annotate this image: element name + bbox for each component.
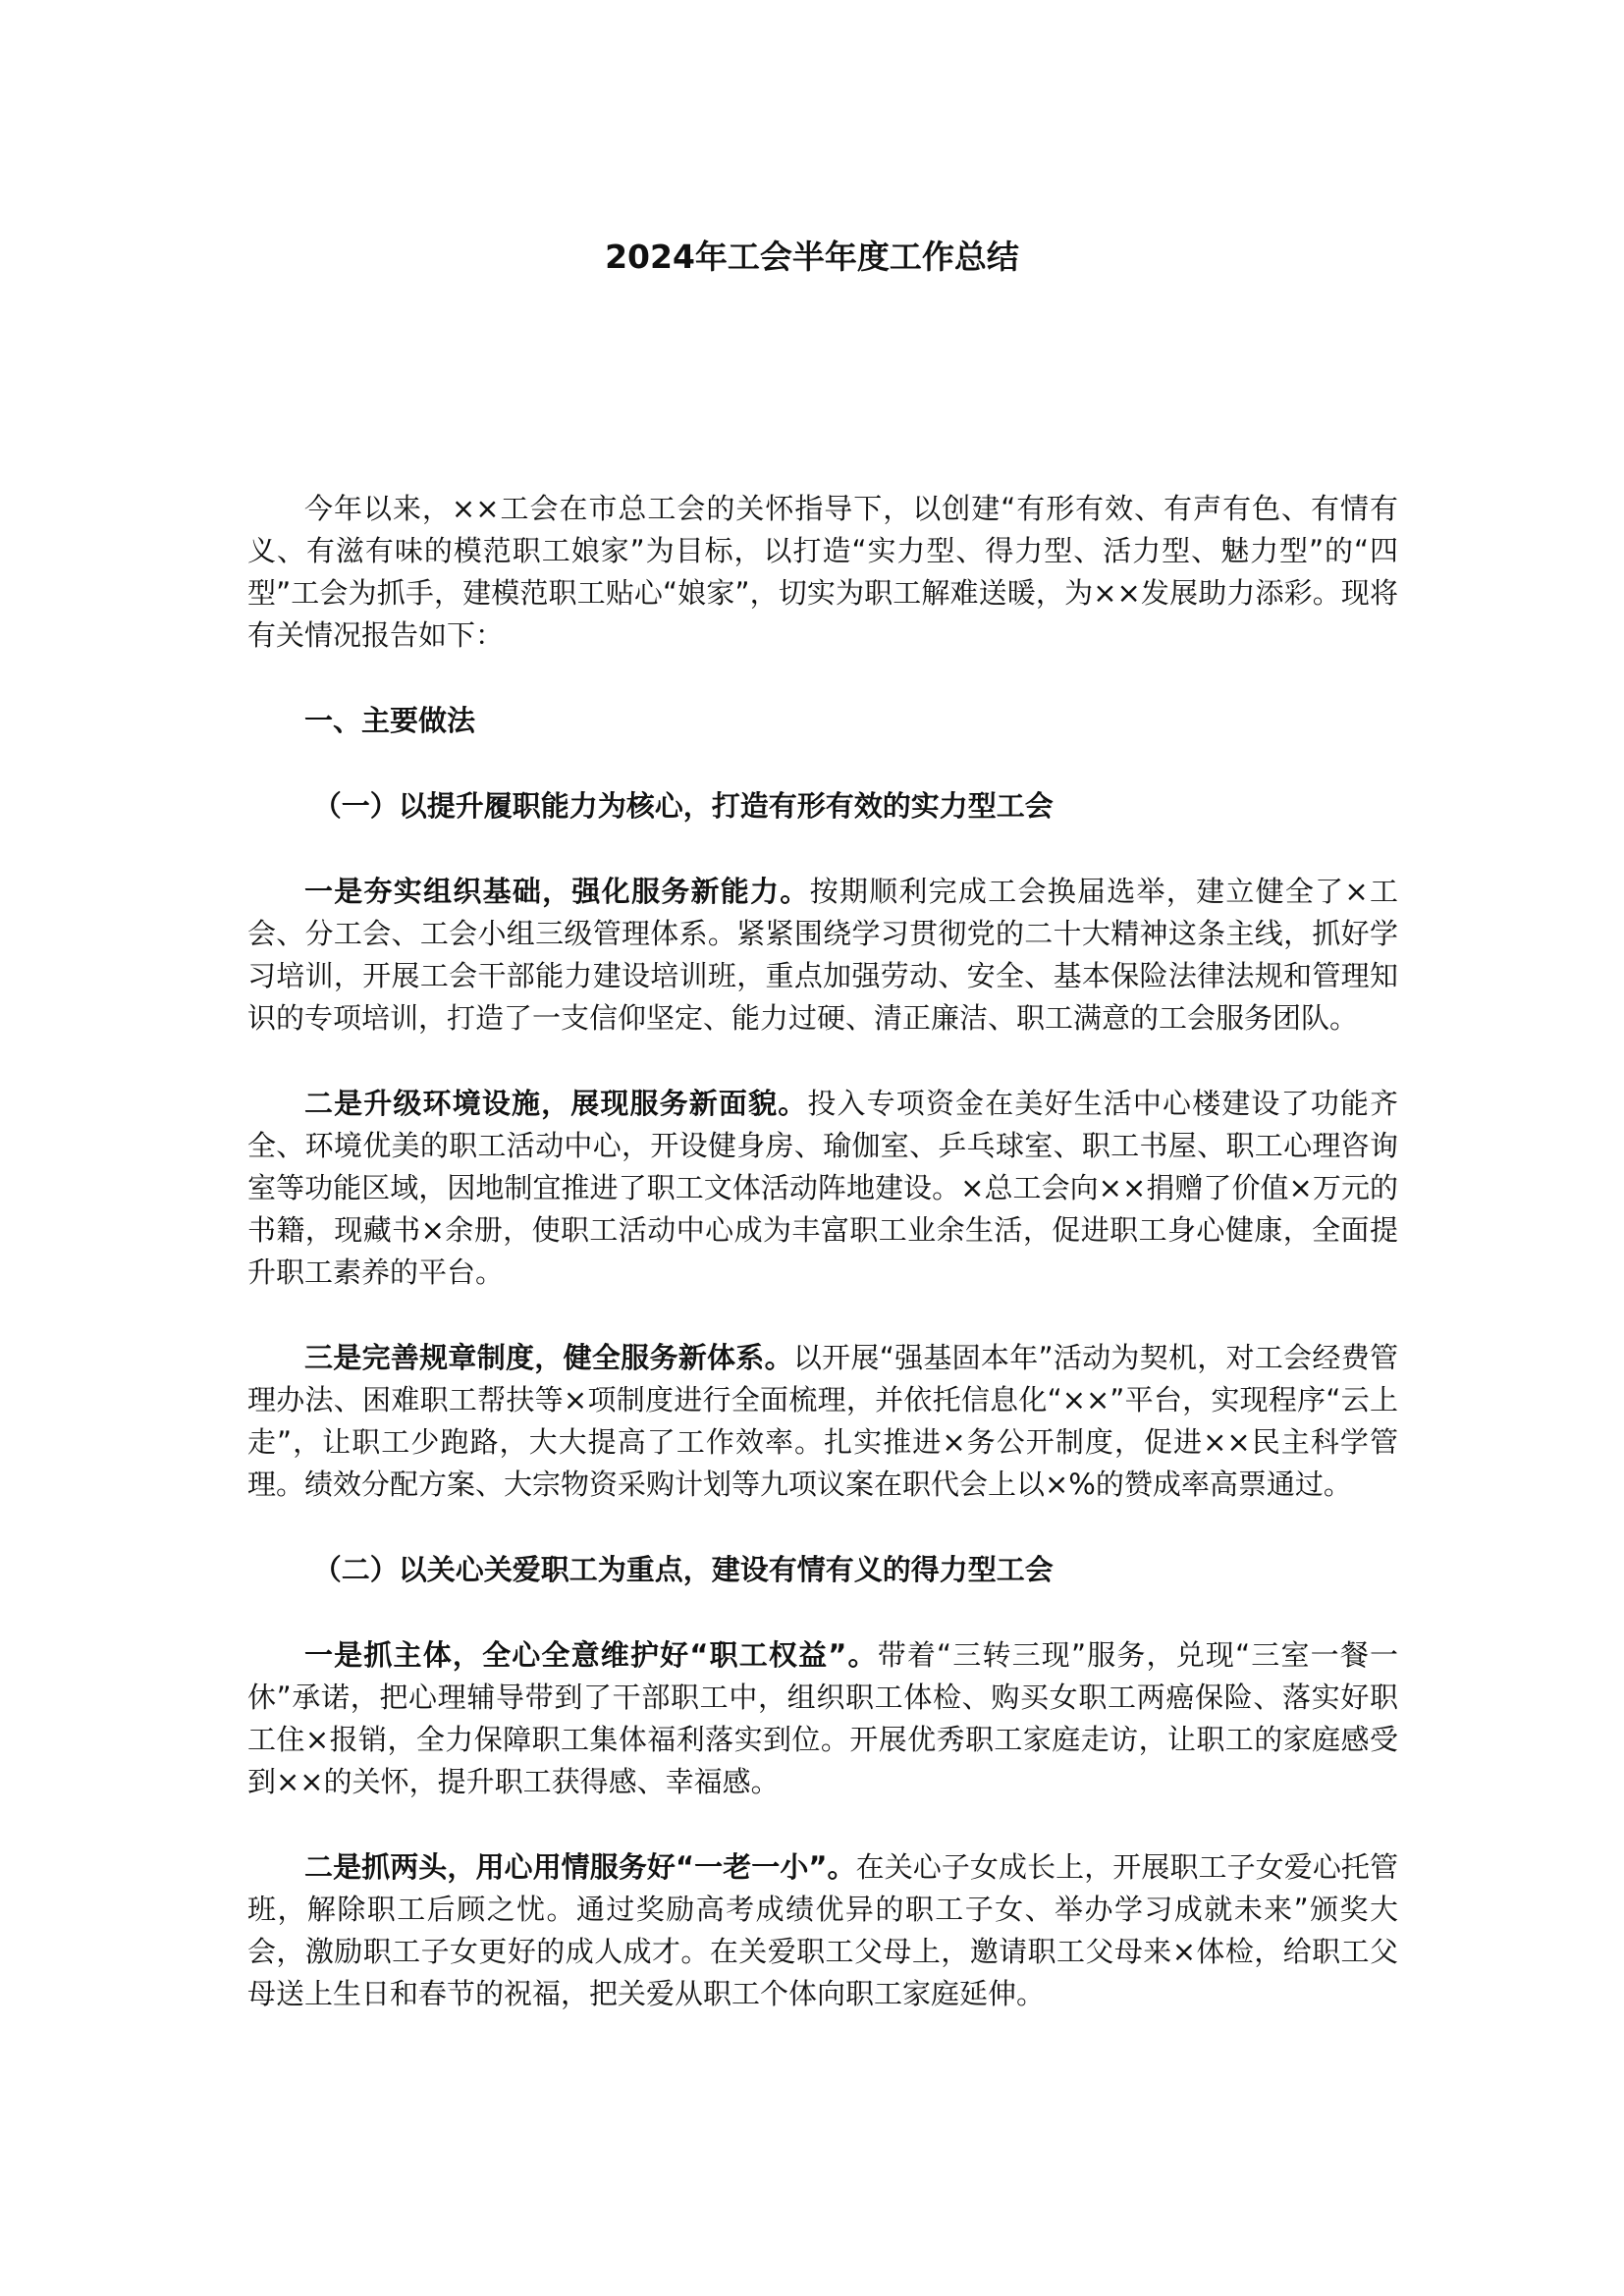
paragraph-text: 带着“三转三现”服务，兑现“三室一餐一休”承诺，把心理辅导带到了干部职工中，组织职工体检、购买女职工两癌保险、落实好职工住×报销，全力保障职工集体福利落实到位。开展优秀职工家庭走访，让职工的家庭感受到××的关怀，提升职工获得感、幸福感。 [247,1638,1398,1798]
paragraph [247,1846,1398,2015]
intro-paragraph: 今年以来，××工会在市总工会的关怀指导下，以创建“有形有效、有声有色、有情有义、有滋有味的模范职工娘家”为目标，以打造“实力型、得力型、活力型、魅力型”的“四型”工会为抓手，建模范职工贴心“娘家”，切实为职工解难送暖，为××发展助力添彩。现将有关情况报告如下： [247,492,1398,652]
paragraph-text: 按期顺利完成工会换届选举，建立健全了×工会、分工会、工会小组三级管理体系。紧紧围绕学习贯彻党的二十大精神这条主线，抓好学习培训，开展工会干部能力建设培训班，重点加强劳动、安全、基本保险法律法规和管理知识的专项培训，打造了一支信仰坚定、能力过硬、清正廉洁、职工满意的工会服务团队。 [247,875,1398,1035]
document-title: 2024年工会半年度工作总结 [605,238,1019,276]
paragraph [247,871,1398,1040]
paragraph-text: 投入专项资金在美好生活中心楼建设了功能齐全、环境优美的职工活动中心，开设健身房、瑜伽室、乒乓球室、职工书屋、职工心理咨询室等功能区域，因地制宜推进了职工文体活动阵地建设。×总工会向××捐赠了价值×万元的书籍，现藏书×余册，使职工活动中心成为丰富职工业余生活，促进职工身心健康，全面提升职工素养的平台。 [247,1087,1398,1289]
paragraph-lead: 二是抓两头，用心用情服务好“一老一小”。 [304,1850,856,1884]
paragraph-text: 以开展“强基固本年”活动为契机，对工会经费管理办法、困难职工帮扶等×项制度进行全面梳理，并依托信息化“××”平台，实现程序“云上走”，让职工少跑路，大大提高了工作效率。扎实推进×务公开制度，促进××民主科学管理。绩效分配方案、大宗物资采购计划等九项议案在职代会上以×%的赞成率高票通过。 [247,1341,1398,1501]
paragraph-lead: 三是完善规章制度，健全服务新体系。 [304,1341,793,1374]
paragraph [247,1337,1398,1506]
document-body [247,488,1398,2058]
paragraph-lead: 一是抓主体，全心全意维护好“职工权益”。 [304,1638,878,1672]
paragraph-lead: 二是升级环境设施，展现服务新面貌。 [304,1087,808,1120]
section-heading: 一、主要做法 [304,704,476,737]
paragraph [247,1083,1398,1294]
subsection-heading: （一）以提升履职能力为核心，打造有形有效的实力型工会 [312,789,1054,823]
paragraph-lead: 一是夯实组织基础，强化服务新能力。 [304,875,810,908]
paragraph-text: 在关心子女成长上，开展职工子女爱心托管班，解除职工后顾之忧。通过奖励高考成绩优异的职工子女、举办学习成就未来”颁奖大会，激励职工子女更好的成人成才。在关爱职工父母上，邀请职工父母来×体检，给职工父母送上生日和春节的祝福，把关爱从职工个体向职工家庭延伸。 [247,1850,1398,2010]
paragraph [247,1634,1398,1803]
subsection-heading: （二）以关心关爱职工为重点，建设有情有义的得力型工会 [312,1553,1054,1586]
